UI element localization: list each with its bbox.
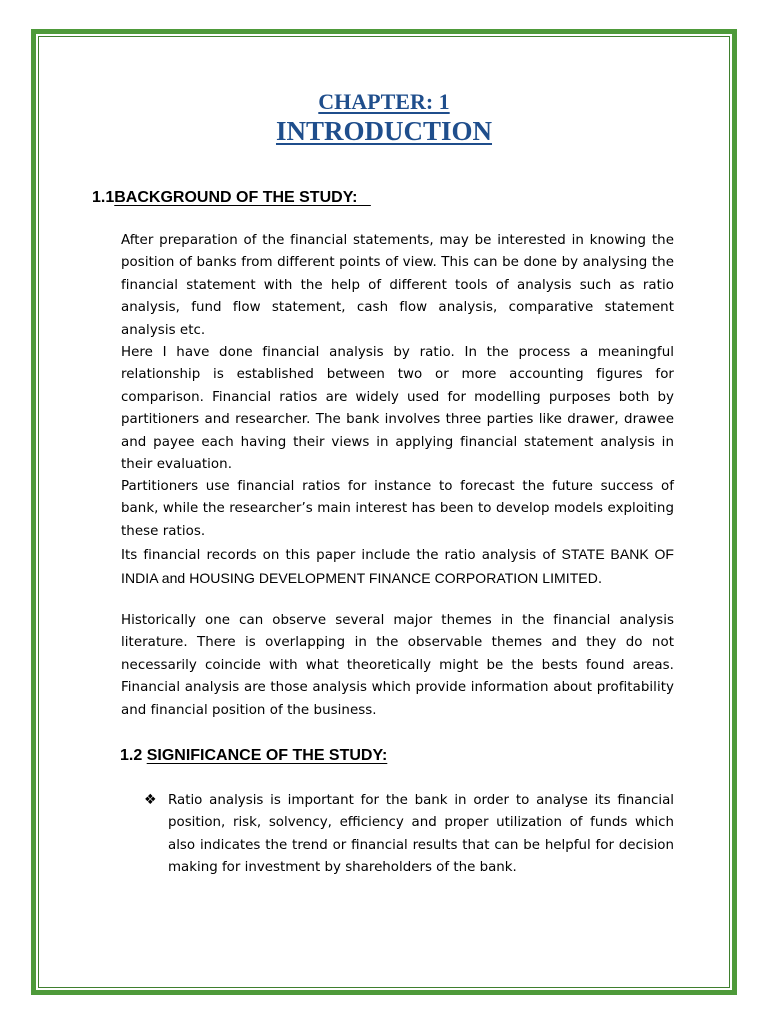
section-2-heading	[120, 747, 387, 765]
section-1-number: 1.1	[92, 189, 115, 206]
records-suffix: .	[597, 572, 603, 588]
records-banks: STATE BANK OF INDIA and HOUSING DEVELOPMENT FINANCE CORPORATION LIMITED	[121, 546, 674, 587]
section-2-title: SIGNIFICANCE OF THE STUDY:	[146, 747, 388, 764]
section-1-heading	[92, 189, 371, 207]
paragraph: After preparation of the financial statements, may be interested in knowing the position of banks from different points of view. This can be done by analysing the financial statement with the help of different tools of analysis such as ratio analysis, fund flow statement, cash flow analysis, comparative statement analysis etc.	[121, 233, 674, 338]
section-1-title: BACKGROUND OF THE STUDY:	[114, 189, 358, 206]
paragraph: Historically one can observe several major themes in the financial analysis literature. There is overlapping in the observable themes and they do not necessarily coincide with what theoretically might be the bests found areas. Financial analysis are those analysis which provide information about profitability and financial position of the business.	[121, 613, 674, 718]
chapter-label: CHAPTER: 1	[318, 89, 450, 114]
chapter-title: INTRODUCTION	[275, 116, 493, 146]
section-2-number: 1.2	[120, 747, 143, 764]
paragraph-records	[121, 543, 674, 592]
diamond-bullet-icon: ❖	[144, 792, 157, 808]
paragraph: Partitioners use financial ratios for instance to forecast the future success of bank, while the researcher’s main interest has been to develop models exploiting these ratios.	[121, 479, 674, 539]
paragraph: Here I have done financial analysis by ratio. In the process a meaningful relationship is established between two or more accounting figures for comparison. Financial ratios are widely used for modelling purposes both by partitioners and researcher. The bank involves three parties like drawer, drawee and payee each having their views in applying financial statement analysis in their evaluation.	[121, 345, 674, 473]
bullet-text: Ratio analysis is important for the bank in order to analyse its financial position, risk, solvency, efficiency and proper utilization of funds which also indicates the trend or financial results that can be helpful for decision making for investment by shareholders of the bank.	[168, 793, 674, 876]
records-prefix: Its financial records on this paper include the ratio analysis of	[121, 548, 562, 563]
